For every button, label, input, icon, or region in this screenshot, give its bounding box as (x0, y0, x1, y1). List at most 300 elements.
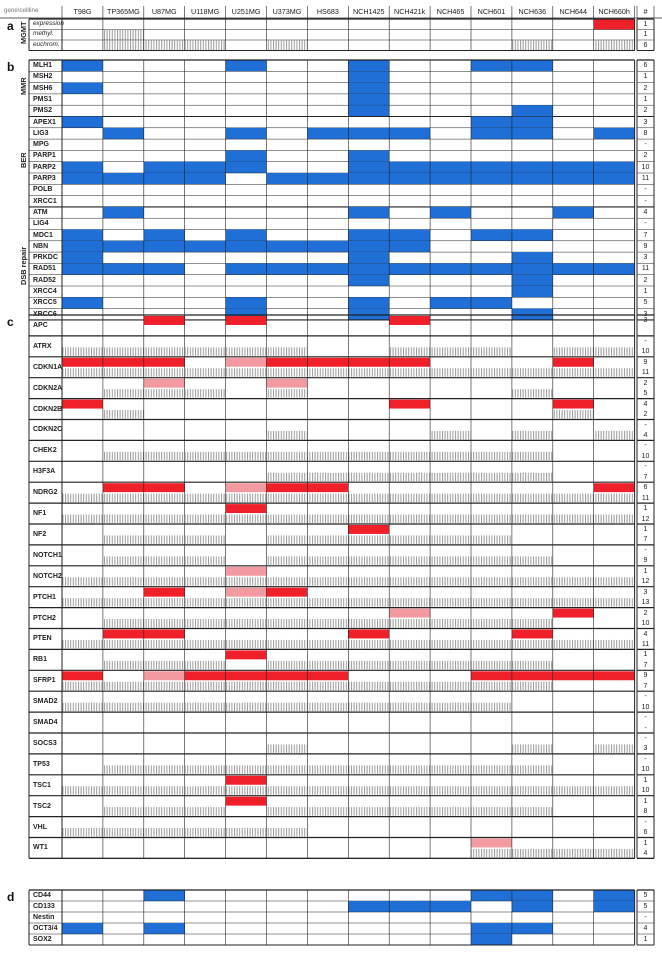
hatched-cell (103, 410, 144, 418)
hatched-cell (430, 765, 471, 773)
gene-label: VHL (33, 823, 47, 831)
hatched-cell (430, 598, 471, 606)
hatched-cell (389, 494, 430, 502)
count-value: 10 (641, 163, 650, 171)
hatched-cell (471, 661, 512, 669)
hatched-cell (389, 786, 430, 794)
blue-cell (553, 173, 594, 184)
blue-cell (471, 230, 512, 241)
blue-cell (348, 207, 389, 218)
count-value: 7 (643, 661, 648, 669)
blue-cell (512, 890, 553, 901)
hatched-cell (62, 640, 103, 648)
red-cell (62, 400, 103, 409)
hatched-cell (144, 494, 185, 502)
gene-label: CDKN2C (33, 426, 63, 434)
gene-label: MLH1 (33, 62, 53, 70)
blue-cell (348, 901, 389, 912)
count-value: - (644, 546, 647, 554)
blue-cell (348, 105, 389, 116)
cell-line-header: NCH644 (559, 7, 588, 16)
cell-line-header: NCH1425 (352, 7, 385, 16)
hatched-cell (471, 786, 512, 794)
red-cell (226, 797, 267, 806)
blue-cell (307, 173, 348, 184)
count-value: 10 (641, 452, 650, 460)
hatched-cell (512, 577, 553, 585)
gene-label: Nestin (33, 913, 55, 921)
hatched-cell (594, 744, 635, 752)
hatched-cell (267, 368, 308, 376)
hatched-cell (553, 515, 594, 523)
hatched-cell (267, 40, 308, 51)
hatched-cell (307, 703, 348, 711)
blue-cell (348, 150, 389, 161)
hatched-cell (389, 556, 430, 564)
red-cell (62, 671, 103, 680)
blue-cell (348, 241, 389, 252)
gene-label: LIG4 (33, 220, 49, 228)
count-value: 7 (643, 231, 648, 239)
hatched-cell (103, 452, 144, 460)
count-value: 3 (643, 118, 648, 126)
gene-label: SMAD4 (33, 719, 58, 727)
hatched-cell (103, 765, 144, 773)
blue-cell (348, 309, 389, 320)
count-value: 1 (643, 526, 648, 533)
count-value: 3 (643, 310, 648, 318)
red-cell (226, 776, 267, 785)
hatched-cell (226, 619, 267, 627)
blue-cell (226, 162, 267, 173)
cell-line-header: U118MG (191, 7, 220, 16)
blue-cell (389, 162, 430, 173)
blue-cell (226, 150, 267, 161)
count-value: 4 (643, 400, 648, 408)
blue-cell (62, 297, 103, 308)
gene-label: MSH6 (33, 84, 53, 92)
hatched-cell (267, 828, 308, 836)
hatched-cell (471, 807, 512, 815)
gene-label: SOCS3 (33, 739, 57, 747)
section-label: c (7, 315, 14, 329)
cell-line-header: U373MG (272, 7, 302, 16)
blue-cell (62, 263, 103, 274)
hatched-cell (594, 40, 635, 51)
red-cell (348, 630, 389, 639)
hatched-cell (348, 494, 389, 502)
count-value: - (644, 421, 647, 429)
hatched-cell (185, 368, 226, 376)
hatched-cell (185, 494, 226, 502)
cell-line-header: NCH601 (477, 7, 506, 16)
hatched-cell (144, 640, 185, 648)
red-cell (103, 358, 144, 367)
hatched-cell (389, 640, 430, 648)
count-value: 4 (643, 208, 648, 216)
blue-cell (348, 94, 389, 105)
hatched-cell (553, 849, 594, 857)
blue-cell (430, 297, 471, 308)
blue-cell (471, 934, 512, 945)
hatched-cell (185, 619, 226, 627)
hatched-cell (471, 849, 512, 857)
blue-cell (103, 128, 144, 139)
hatched-cell (62, 786, 103, 794)
hatched-cell (389, 661, 430, 669)
blue-cell (471, 890, 512, 901)
blue-cell (144, 890, 185, 901)
red-cell (103, 630, 144, 639)
hatched-cell (512, 556, 553, 564)
gene-label: RAD51 (33, 265, 56, 273)
light-red-cell (267, 379, 308, 388)
count-value: - (644, 693, 647, 701)
hatched-cell (512, 598, 553, 606)
count-value: 2 (643, 84, 648, 92)
hatched-cell (512, 640, 553, 648)
blue-cell (430, 162, 471, 173)
hatched-cell (430, 786, 471, 794)
blue-cell (471, 128, 512, 139)
group-label: MGMT (19, 20, 28, 44)
count-value: 4 (643, 431, 648, 439)
light-red-cell (144, 671, 185, 680)
hatched-cell (144, 452, 185, 460)
hatched-cell (430, 515, 471, 523)
hatched-cell (594, 494, 635, 502)
blue-cell (62, 923, 103, 934)
count-value: 11 (641, 640, 650, 648)
hatched-cell (103, 30, 144, 41)
blue-cell (62, 162, 103, 173)
light-red-cell (226, 567, 267, 576)
hatched-cell (430, 368, 471, 376)
count-value: 6 (643, 484, 648, 492)
gene-label: ATM (33, 208, 48, 216)
count-value: 2 (643, 411, 648, 419)
hatched-cell (62, 515, 103, 523)
red-cell (512, 671, 553, 680)
hatched-cell (348, 661, 389, 669)
gene-label: OCT3/4 (33, 924, 58, 932)
hatched-cell (185, 598, 226, 606)
hatched-cell (348, 556, 389, 564)
hatched-cell (348, 640, 389, 648)
blue-cell (512, 105, 553, 116)
hatched-cell (267, 765, 308, 773)
count-value: 2 (643, 276, 648, 284)
hatched-cell (103, 682, 144, 690)
hatched-cell (267, 807, 308, 815)
hatched-cell (471, 682, 512, 690)
cell-line-header: U251MG (231, 7, 261, 16)
hatched-cell (594, 849, 635, 857)
hatched-cell (144, 577, 185, 585)
count-value: 1 (643, 935, 648, 943)
hatched-cell (267, 494, 308, 502)
gene-label: CDKN1A (33, 363, 63, 371)
count-value: - (644, 186, 647, 194)
blue-cell (471, 923, 512, 934)
hatched-cell (267, 473, 308, 481)
hatched-cell (267, 577, 308, 585)
red-cell (389, 316, 430, 325)
hatched-cell (185, 765, 226, 773)
group-label: BER (19, 152, 28, 169)
hatched-cell (103, 389, 144, 397)
hatched-cell (471, 368, 512, 376)
hatched-cell (185, 389, 226, 397)
blue-cell (62, 83, 103, 94)
blue-cell (62, 117, 103, 128)
hatched-cell (430, 494, 471, 502)
red-cell (185, 671, 226, 680)
hatched-cell (553, 577, 594, 585)
blue-cell (430, 207, 471, 218)
blue-cell (512, 275, 553, 286)
hatched-cell (512, 765, 553, 773)
gene-label: XRCC4 (33, 288, 57, 296)
count-value: 2 (643, 107, 648, 115)
count-value: 1 (643, 776, 648, 784)
gene-label: PTCH2 (33, 614, 56, 622)
gene-label: CD44 (33, 891, 51, 899)
hatched-cell (512, 431, 553, 439)
hatched-cell (144, 807, 185, 815)
blue-cell (226, 241, 267, 252)
gene-label: methyl. (33, 30, 54, 38)
count-value: - (644, 724, 647, 732)
hatched-cell (471, 515, 512, 523)
red-cell (471, 671, 512, 680)
blue-cell (389, 241, 430, 252)
hatched-cell (267, 347, 308, 355)
hatched-cell (389, 765, 430, 773)
red-cell (348, 358, 389, 367)
gene-label: SMAD2 (33, 698, 58, 706)
count-header: # (643, 7, 648, 16)
hatched-cell (512, 368, 553, 376)
blue-cell (471, 173, 512, 184)
blue-cell (348, 162, 389, 173)
gene-label: MPG (33, 141, 49, 149)
hatched-cell (144, 661, 185, 669)
blue-cell (471, 162, 512, 173)
blue-cell (185, 162, 226, 173)
blue-cell (594, 263, 635, 274)
gene-label: euchrom. (33, 40, 60, 48)
hatched-cell (62, 368, 103, 376)
hatched-cell (389, 515, 430, 523)
blue-cell (594, 128, 635, 139)
hatched-cell (553, 598, 594, 606)
red-cell (594, 19, 635, 30)
count-value: 11 (641, 494, 650, 502)
hatched-cell (348, 452, 389, 460)
blue-cell (226, 297, 267, 308)
blue-cell (471, 297, 512, 308)
hatched-cell (430, 431, 471, 439)
hatched-cell (144, 368, 185, 376)
count-value: 10 (641, 620, 650, 628)
hatched-cell (594, 431, 635, 439)
hatched-cell (103, 703, 144, 711)
count-value: 9 (643, 242, 648, 250)
hatched-cell (430, 661, 471, 669)
hatched-cell (267, 389, 308, 397)
hatched-cell (185, 577, 226, 585)
hatched-cell (103, 368, 144, 376)
count-value: 11 (641, 369, 650, 377)
hatched-cell (62, 828, 103, 836)
hatched-cell (471, 494, 512, 502)
group-label: DSB repair (19, 247, 28, 286)
count-value: 3 (643, 745, 648, 753)
count-value: - (644, 197, 647, 205)
hatched-cell (103, 598, 144, 606)
gene-label: XRCC1 (33, 197, 57, 205)
hatched-cell (389, 535, 430, 543)
gene-label: TP53 (33, 760, 50, 768)
red-cell (267, 483, 308, 492)
hatched-cell (62, 494, 103, 502)
blue-cell (348, 275, 389, 286)
count-value: 1 (643, 73, 648, 81)
count-value: 4 (643, 849, 648, 857)
red-cell (553, 358, 594, 367)
hatched-cell (389, 347, 430, 355)
blue-cell (103, 207, 144, 218)
hatched-cell (267, 431, 308, 439)
blue-cell (471, 117, 512, 128)
blue-cell (307, 241, 348, 252)
hatched-cell (185, 535, 226, 543)
hatched-cell (267, 703, 308, 711)
hatched-cell (226, 640, 267, 648)
count-value: 2 (643, 609, 648, 617)
red-cell (348, 525, 389, 534)
hatched-cell (389, 703, 430, 711)
count-value: 12 (641, 578, 650, 586)
blue-cell (389, 263, 430, 274)
blue-cell (553, 162, 594, 173)
hatched-cell (512, 40, 553, 51)
red-cell (307, 671, 348, 680)
gene-label: PRKDC (33, 254, 58, 262)
hatched-cell (348, 703, 389, 711)
count-value: 4 (643, 924, 648, 932)
blue-cell (512, 230, 553, 241)
hatched-cell (144, 535, 185, 543)
count-value: - (644, 735, 647, 742)
count-value: 1 (643, 797, 648, 805)
hatched-cell (307, 765, 348, 773)
count-value: 1 (643, 567, 648, 575)
hatched-cell (594, 347, 635, 355)
blue-cell (594, 173, 635, 184)
blue-cell (226, 128, 267, 139)
blue-cell (348, 230, 389, 241)
count-value: 8 (643, 129, 648, 137)
gene-label: NF1 (33, 510, 47, 518)
hatched-cell (553, 347, 594, 355)
hatched-cell (62, 577, 103, 585)
hatched-cell (267, 786, 308, 794)
hatched-cell (512, 619, 553, 627)
gene-label: WT1 (33, 844, 48, 852)
gene-label: MSH2 (33, 73, 53, 81)
red-cell (553, 671, 594, 680)
hatched-cell (430, 473, 471, 481)
count-value: 6 (643, 62, 648, 70)
hatched-cell (348, 515, 389, 523)
hatched-cell (185, 807, 226, 815)
hatched-cell (471, 452, 512, 460)
hatched-cell (430, 535, 471, 543)
hatched-cell (103, 828, 144, 836)
hatched-cell (430, 347, 471, 355)
hatched-cell (103, 577, 144, 585)
hatched-cell (267, 661, 308, 669)
hatched-cell (471, 598, 512, 606)
red-cell (144, 630, 185, 639)
hatched-cell (348, 577, 389, 585)
hatched-cell (185, 703, 226, 711)
count-value: 5 (643, 390, 648, 398)
blue-cell (307, 263, 348, 274)
count-value: 1 (643, 95, 648, 103)
hatched-cell (430, 452, 471, 460)
blue-cell (430, 901, 471, 912)
hatched-cell (103, 347, 144, 355)
hatched-cell (512, 849, 553, 857)
blue-cell (144, 923, 185, 934)
hatched-cell (471, 473, 512, 481)
count-value: 1 (643, 20, 648, 28)
blue-cell (512, 252, 553, 263)
hatched-cell (267, 556, 308, 564)
count-value: - (644, 442, 647, 450)
gene-label: PARP2 (33, 163, 56, 171)
hatched-cell (144, 619, 185, 627)
hatched-cell (226, 682, 267, 690)
gene-label: PTCH1 (33, 593, 56, 601)
blue-cell (389, 128, 430, 139)
hatched-cell (348, 598, 389, 606)
hatched-cell (594, 598, 635, 606)
blue-cell (144, 173, 185, 184)
hatched-cell (103, 556, 144, 564)
count-value: 10 (641, 703, 650, 711)
gene-label: PARP1 (33, 152, 56, 160)
hatched-cell (226, 765, 267, 773)
hatched-cell (594, 786, 635, 794)
count-value: 10 (641, 348, 650, 356)
gene-label: LIG3 (33, 129, 49, 137)
hatched-cell (512, 389, 553, 397)
hatched-cell (430, 556, 471, 564)
blue-cell (185, 241, 226, 252)
red-cell (553, 609, 594, 618)
hatched-cell (185, 661, 226, 669)
count-value: 10 (641, 766, 650, 774)
gene-label: PARP3 (33, 175, 56, 183)
blue-cell (348, 60, 389, 71)
hatched-cell (307, 452, 348, 460)
red-cell (144, 483, 185, 492)
hatched-cell (307, 640, 348, 648)
